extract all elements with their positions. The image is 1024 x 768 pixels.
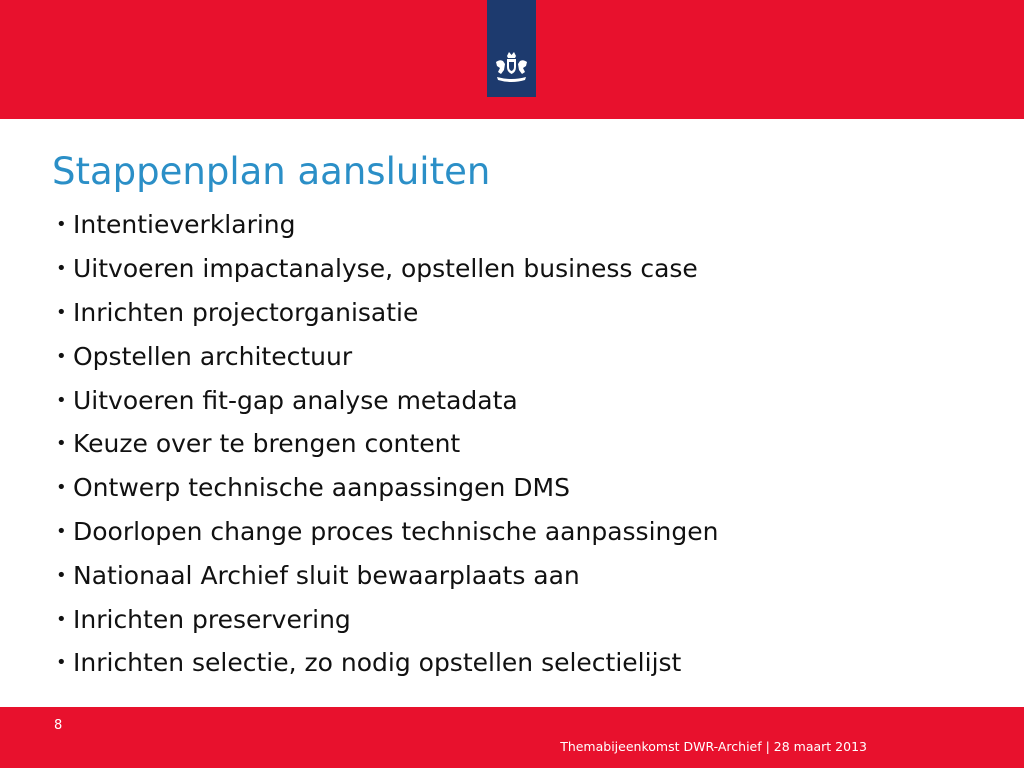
bullet-icon: • bbox=[56, 214, 67, 236]
bottom-banner bbox=[0, 707, 1024, 768]
list-item bbox=[56, 334, 718, 378]
list-item bbox=[56, 422, 718, 466]
list-item bbox=[56, 553, 718, 597]
list-item bbox=[56, 510, 718, 554]
bullet-text: Uitvoeren fit-gap analyse metadata bbox=[73, 385, 518, 415]
bullet-text: Opstellen architectuur bbox=[73, 341, 353, 371]
bullet-text: Doorlopen change proces technische aanpassingen bbox=[73, 516, 719, 546]
bullet-text: Keuze over te brengen content bbox=[73, 429, 461, 459]
list-item bbox=[56, 378, 718, 422]
bullet-text: Inrichten projectorganisatie bbox=[73, 297, 419, 327]
slide-title: Stappenplan aansluiten bbox=[52, 150, 491, 193]
bullet-icon: • bbox=[56, 258, 67, 280]
government-logo bbox=[487, 0, 536, 97]
bullet-icon: • bbox=[56, 477, 67, 499]
footer-text: Themabijeenkomst DWR-Archief | 28 maart 2013 bbox=[560, 739, 867, 754]
bullet-text: Inrichten preservering bbox=[73, 604, 351, 634]
bullet-icon: • bbox=[56, 389, 67, 411]
bullet-text: Inrichten selectie, zo nodig opstellen selectielijst bbox=[73, 648, 682, 678]
bullet-icon: • bbox=[56, 608, 67, 630]
bullet-icon: • bbox=[56, 520, 67, 542]
bullet-icon: • bbox=[56, 564, 67, 586]
bullet-icon: • bbox=[56, 345, 67, 367]
list-item bbox=[56, 597, 718, 641]
list-item bbox=[56, 641, 718, 685]
bullet-list bbox=[56, 203, 718, 685]
bullet-text: Uitvoeren impactanalyse, opstellen business case bbox=[73, 254, 698, 284]
list-item bbox=[56, 203, 718, 247]
bullet-icon: • bbox=[56, 301, 67, 323]
bullet-text: Intentieverklaring bbox=[73, 210, 296, 240]
bullet-text: Nationaal Archief sluit bewaarplaats aan bbox=[73, 560, 580, 590]
bullet-icon: • bbox=[56, 652, 67, 674]
list-item bbox=[56, 247, 718, 291]
bullet-icon: • bbox=[56, 433, 67, 455]
bullet-text: Ontwerp technische aanpassingen DMS bbox=[73, 473, 570, 503]
list-item bbox=[56, 466, 718, 510]
list-item bbox=[56, 291, 718, 335]
coat-of-arms-icon bbox=[492, 50, 531, 84]
page-number: 8 bbox=[54, 718, 63, 733]
